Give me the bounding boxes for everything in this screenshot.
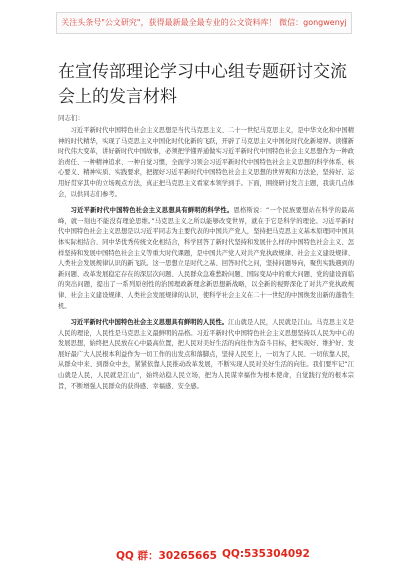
document-title: 在宣传部理论学习中心组专题研讨交流会上的发言材料 xyxy=(58,62,347,107)
qq-group-number: QQ 群：30265665 xyxy=(116,550,217,562)
promo-banner xyxy=(56,12,352,34)
paragraph-text: 江山就是人民，人民就是江山。马克思主义是人民的理论，人民性是马克思主义最鲜明的品格。习近平新时代中国特色社会主义思想坚持以人民为中心的发展思想，始终把人民放在心中最高位置，把人民对美好生活的向往作为奋斗目标，把实现好、维护好、发展好最广大人民根本利益作为一切工作的出发点和落脚点，坚持人民至上，一切为了人民、一切依靠人民，从群众中来、到群众中去，紧紧依靠人民推动改革发展，不断实现人民对美好生活的向往。我们要牢记“江山就是人民，人民就是江山”，始终站稳人民立场，把为人民谋幸福作为根本使命，自觉践行党的根本宗旨，不断增强人民群众的获得感、幸福感、安全感。 xyxy=(58,319,355,390)
promo-banner-text: 关注头条号"公文研究"，获得最新最全最专业的公文资料库！ 微信：gongwenyj xyxy=(61,18,347,27)
qq-contact-number: QQ:535304092 xyxy=(222,548,310,560)
paragraph-intro xyxy=(58,126,354,200)
footer-divider xyxy=(0,544,408,545)
paragraph-text: 习近平新时代中国特色社会主义思想是当代马克思主义、二十一世纪马克思主义，是中华文化和中国精神的时代精华，实现了马克思主义中国化时代化新的飞跃，开辟了马克思主义中国化时代化新境界。读懂新时代伟大变革，讲好新时代中国故事，必须把学懂弄通做实习近平新时代中国特色社会主义思想作为一种政治责任、一种精神追求、一种自觉习惯，全面学习领会习近平新时代中国特色社会主义思想的科学体系、核心要义、精神实质、实践要求，把握好习近平新时代中国特色社会主义思想的世界观和方法论，坚持好、运用好贯穿其中的立场观点方法，真正把马克思主义看家本领学到手。下面，围绕研讨发言主题，我谈几点体会，以供同志们参考。 xyxy=(58,127,354,198)
contact-footer xyxy=(0,544,408,568)
paragraph-scientific xyxy=(58,206,354,312)
paragraph-lead: 习近平新时代中国特色社会主义思想具有鲜明的人民性。 xyxy=(70,319,229,327)
paragraph-text: 恩格斯说：“一个民族要想站在科学的最高峰，就一刻也不能没有理论思维。”马克思主义之所以能够改变世界，就在于它是科学的理论。习近平新时代中国特色社会主义思想是以习近平同志为主要代表的中国共产党人，坚持把马克思主义基本原理同中国具体实际相结合、同中华优秀传统文化相结合，科学回答了新时代坚持和发展什么样的中国特色社会主义、怎样坚持和发展中国特色社会主义等重大时代课题，是中国共产党人对共产党执政规律、社会主义建设规律、人类社会发展规律认识的新飞跃。这一思想立足时代之基、回答时代之问，坚持问题导向，聚焦实践遇到的新问题、改革发展稳定存在的深层次问题、人民群众急难愁盼问题、国际变局中的重大问题、党的建设面临的突出问题，提出了一系列原创性的治国理政新理念新思想新战略，以全新的视野深化了对共产党执政规律、社会主义建设规律、人类社会发展规律的认识，使科学社会主义在二十一世纪的中国焕发出新的蓬勃生机。 xyxy=(58,207,354,310)
greeting: 同志们： xyxy=(58,114,84,122)
document-body xyxy=(58,126,354,398)
paragraph-people xyxy=(58,318,354,392)
paragraph-lead: 习近平新时代中国特色社会主义思想具有鲜明的科学性。 xyxy=(70,207,234,215)
